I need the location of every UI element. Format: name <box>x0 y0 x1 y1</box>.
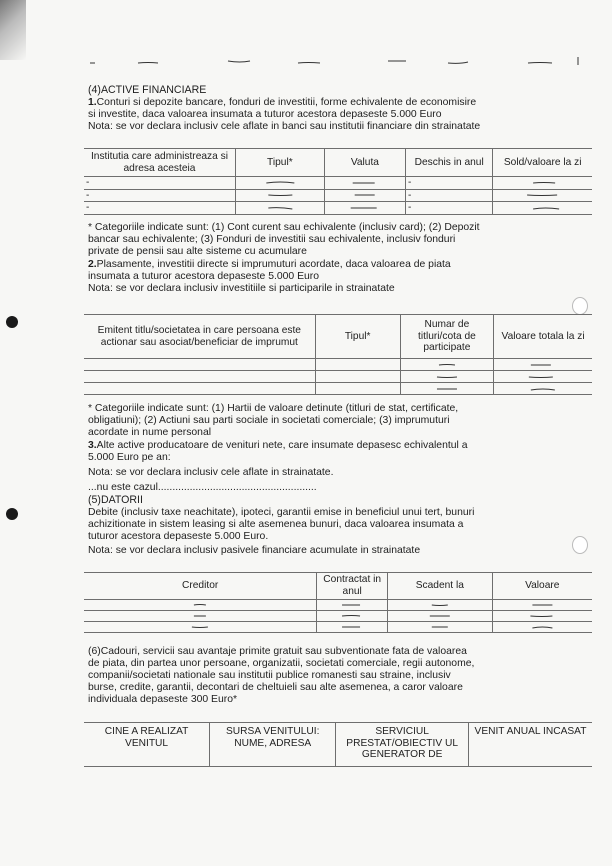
col-header-shares: Numar de titluri/cota de participate <box>400 315 493 359</box>
note-2-line: obligatiuni); (2) Actiuni sau parti sociale in societati comerciale; (3) imprumuturi <box>88 415 450 426</box>
item-3-answer: ...nu este cazul....................................................... <box>88 482 317 493</box>
note-1-line: bancar sau echivalente; (3) Fonduri de investitii sau echivalente, inclusiv fonduri <box>88 234 456 245</box>
item-2-note: Nota: se vor declara inclusiv investitiile si participarile in strainatate <box>88 283 395 294</box>
note-2-line: * Categoriile indicate sunt: (1) Hartii de valoare detinute (titluri de stat, certificate, <box>88 403 459 414</box>
col-header-balance: Sold/valoare la zi <box>493 149 592 177</box>
col-header-currency: Valuta <box>324 149 405 177</box>
section-5-line: Debite (inclusiv taxe neachitate), ipoteci, garantii emise in beneficiul unui tert, bunuri <box>88 507 475 518</box>
bank-accounts-table <box>84 148 592 215</box>
punch-hole <box>6 316 18 328</box>
section-6-line: burse, credite, garantii, decontari de cheltuieli sau alte asemenea, a caror valoare <box>88 682 463 693</box>
paper-mark <box>572 536 588 554</box>
col-header-who-earned: CINE A REALIZAT VENITUL <box>84 723 210 767</box>
item-1-line: si investite, daca valoarea insumata a tuturor acestora depaseste 5.000 Euro <box>88 109 442 120</box>
gifts-table <box>84 722 592 767</box>
section-5-note: Nota: se vor declara inclusiv pasivele financiare acumulate in strainatate <box>88 545 421 556</box>
table-row: - - <box>84 189 592 202</box>
section-6-line: companii/societati nationale sau institutii publice romanesti sau straine, inclusiv <box>88 670 451 681</box>
item-3-line: 3.Alte active producatoare de venituri nete, care insumate depasesc echivalentul a <box>88 440 468 451</box>
scan-shadow <box>0 0 26 60</box>
paper-mark <box>572 297 588 315</box>
table-row <box>84 600 592 611</box>
col-header-due: Scadent la <box>388 573 492 600</box>
table-row <box>84 622 592 633</box>
note-2-line: acordate in nume personal <box>88 427 212 438</box>
item-1-line: 1.Conturi si depozite bancare, fonduri de investitii, forme echivalente de economisire <box>88 97 477 108</box>
table-row: - - <box>84 177 592 190</box>
item-1-note: Nota: se vor declara inclusiv cele aflate in banci sau institutii financiare din strainatate <box>88 121 481 132</box>
col-header-issuer: Emitent titlu/societatea in care persoana este actionar sau asociat/beneficiar de imprumut <box>84 315 315 359</box>
table-row <box>84 611 592 622</box>
col-header-total-value: Valoare totala la zi <box>494 315 592 359</box>
col-header-contracted-year: Contractat in anul <box>317 573 388 600</box>
section-5-line: achizitionate in sistem leasing si alte asemenea bunuri, daca valoarea insumata a <box>88 519 464 530</box>
punch-hole <box>6 508 18 520</box>
col-header-creditor: Creditor <box>84 573 317 600</box>
table-row <box>84 371 592 383</box>
item-3-note: Nota: se vor declara inclusiv cele aflate in strainatate. <box>88 467 334 478</box>
col-header-annual-income: VENIT ANUAL INCASAT <box>468 723 592 767</box>
table-row <box>84 359 592 371</box>
table-row: - - <box>84 202 592 215</box>
table-row <box>84 383 592 395</box>
col-header-institution: Institutia care administreaza si adresa acesteia <box>84 149 235 177</box>
section-5-heading: (5)DATORII <box>88 494 143 506</box>
col-header-service: SERVICIUL PRESTAT/OBIECTIV UL GENERATOR DE <box>336 723 469 767</box>
section-5-line: tuturor acestora depaseste 5.000 Euro. <box>88 531 269 542</box>
previous-table-dashes <box>88 47 588 69</box>
col-header-income-source: SURSA VENITULUI: NUME, ADRESA <box>210 723 336 767</box>
investments-table <box>84 314 592 395</box>
item-2-line: 2.Plasamente, investitii directe si imprumuturi acordate, daca valoarea de piata <box>88 259 451 270</box>
col-header-type: Tipul* <box>235 149 324 177</box>
section-4-heading: (4)ACTIVE FINANCIARE <box>88 84 207 96</box>
section-6-heading-line: (6)Cadouri, servicii sau avantaje primite gratuit sau subventionate fata de valoarea <box>88 646 467 657</box>
col-header-opened-year: Deschis in anul <box>406 149 493 177</box>
note-1-line: * Categoriile indicate sunt: (1) Cont curent sau echivalente (inclusiv card); (2) Depozit <box>88 222 480 233</box>
note-1-line: private de pensii sau alte sisteme cu acumulare <box>88 246 307 257</box>
section-6-line: individuala depaseste 300 Euro* <box>88 694 238 705</box>
col-header-value: Valoare <box>492 573 592 600</box>
col-header-type: Tipul* <box>315 315 400 359</box>
debts-table <box>84 572 592 633</box>
item-3-line: 5.000 Euro pe an: <box>88 452 171 463</box>
item-2-line: insumata a tuturor acestora depaseste 5.000 Euro <box>88 271 320 282</box>
section-6-line: de piata, din partea unor persoane, organizatii, societati comerciale, regii autonome, <box>88 658 475 669</box>
